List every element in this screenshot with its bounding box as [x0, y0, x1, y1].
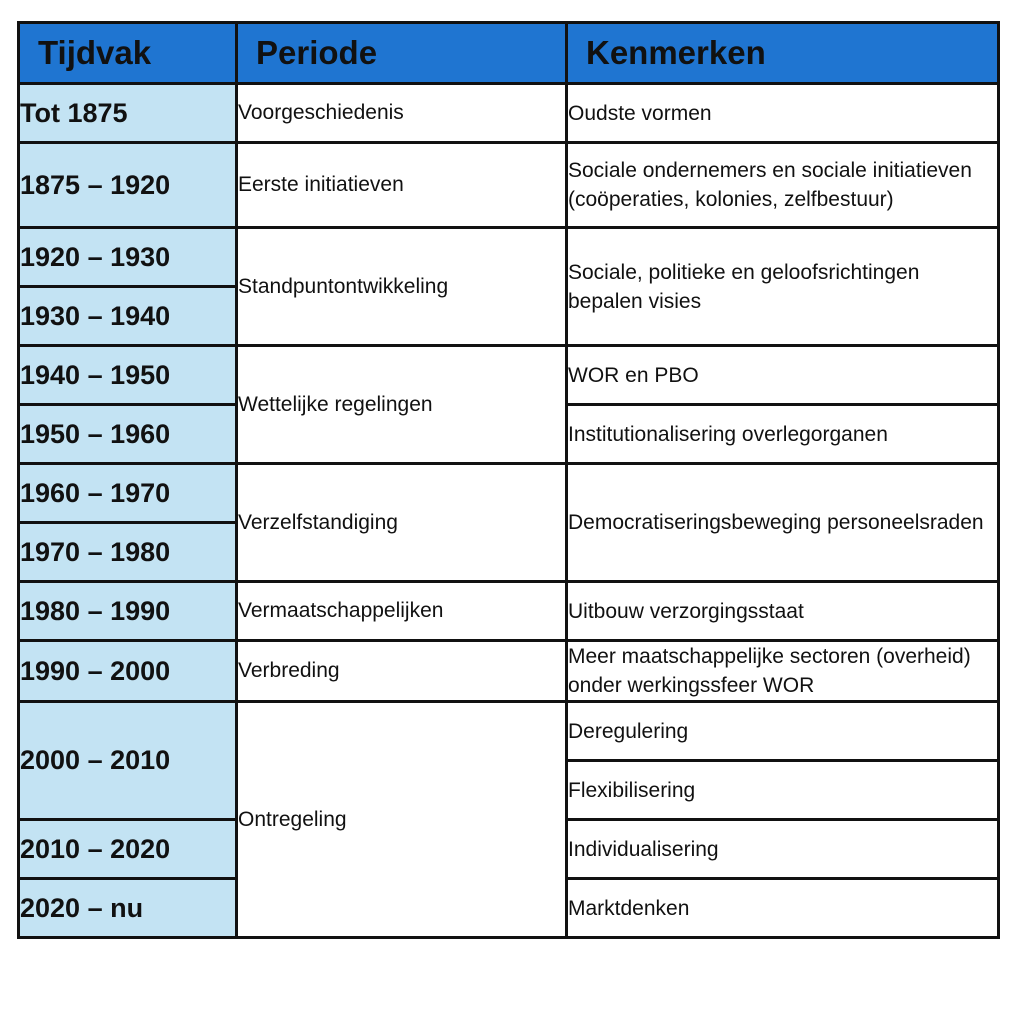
header-periode	[237, 23, 567, 84]
tijdvak-cell: 1930 – 1940	[19, 287, 237, 346]
kenmerken-cell: Oudste vormen	[567, 84, 999, 143]
tijdvak-cell: 1980 – 1990	[19, 582, 237, 641]
kenmerken-cell: Institutionalisering overlegorganen	[567, 405, 999, 464]
tijdvak-cell: 1940 – 1950	[19, 346, 237, 405]
table-row	[19, 702, 999, 761]
table-row	[19, 582, 999, 641]
header-periode-label: Periode	[256, 34, 378, 71]
kenmerken-cell: Sociale ondernemers en sociale initiatieven (coöperaties, kolonies, zelfbestuur)	[567, 143, 999, 228]
periode-cell: Vermaatschappelijken	[237, 582, 567, 641]
periode-cell: Verbreding	[237, 641, 567, 702]
tijdvak-cell: 1990 – 2000	[19, 641, 237, 702]
tijdvak-cell: 1970 – 1980	[19, 523, 237, 582]
tijdvak-cell: Tot 1875	[19, 84, 237, 143]
tijdvak-cell: 1920 – 1930	[19, 228, 237, 287]
header-tijdvak	[19, 23, 237, 84]
tijdvak-cell: 1875 – 1920	[19, 143, 237, 228]
header-tijdvak-label: Tijdvak	[38, 34, 152, 71]
header-kenmerken	[567, 23, 999, 84]
kenmerken-cell: Marktdenken	[567, 879, 999, 938]
periode-cell: Standpuntontwikkeling	[237, 228, 567, 346]
kenmerken-cell: Meer maatschappelijke sectoren (overheid) onder werkingssfeer WOR	[567, 641, 999, 702]
tijdvak-cell: 2000 – 2010	[19, 702, 237, 820]
kenmerken-cell: Democratiseringsbeweging personeelsraden	[567, 464, 999, 582]
kenmerken-cell: Flexibilisering	[567, 761, 999, 820]
tijdvak-cell: 1950 – 1960	[19, 405, 237, 464]
kenmerken-cell: Sociale, politieke en geloofsrichtingen bepalen visies	[567, 228, 999, 346]
table-row	[19, 228, 999, 287]
tijdvak-cell: 2010 – 2020	[19, 820, 237, 879]
kenmerken-cell: Deregulering	[567, 702, 999, 761]
table-header-row	[19, 23, 999, 84]
table-row	[19, 641, 999, 702]
kenmerken-cell: Uitbouw verzorgingsstaat	[567, 582, 999, 641]
table-row	[19, 464, 999, 523]
periode-cell: Ontregeling	[237, 702, 567, 938]
timeline-table	[17, 21, 1000, 939]
table-row	[19, 143, 999, 228]
kenmerken-cell: Individualisering	[567, 820, 999, 879]
table-row	[19, 346, 999, 405]
header-kenmerken-label: Kenmerken	[586, 34, 766, 71]
periode-cell: Eerste initiatieven	[237, 143, 567, 228]
periode-cell: Verzelfstandiging	[237, 464, 567, 582]
tijdvak-cell: 2020 – nu	[19, 879, 237, 938]
tijdvak-cell: 1960 – 1970	[19, 464, 237, 523]
kenmerken-cell: WOR en PBO	[567, 346, 999, 405]
periode-cell: Voorgeschiedenis	[237, 84, 567, 143]
periode-cell: Wettelijke regelingen	[237, 346, 567, 464]
table-row	[19, 84, 999, 143]
